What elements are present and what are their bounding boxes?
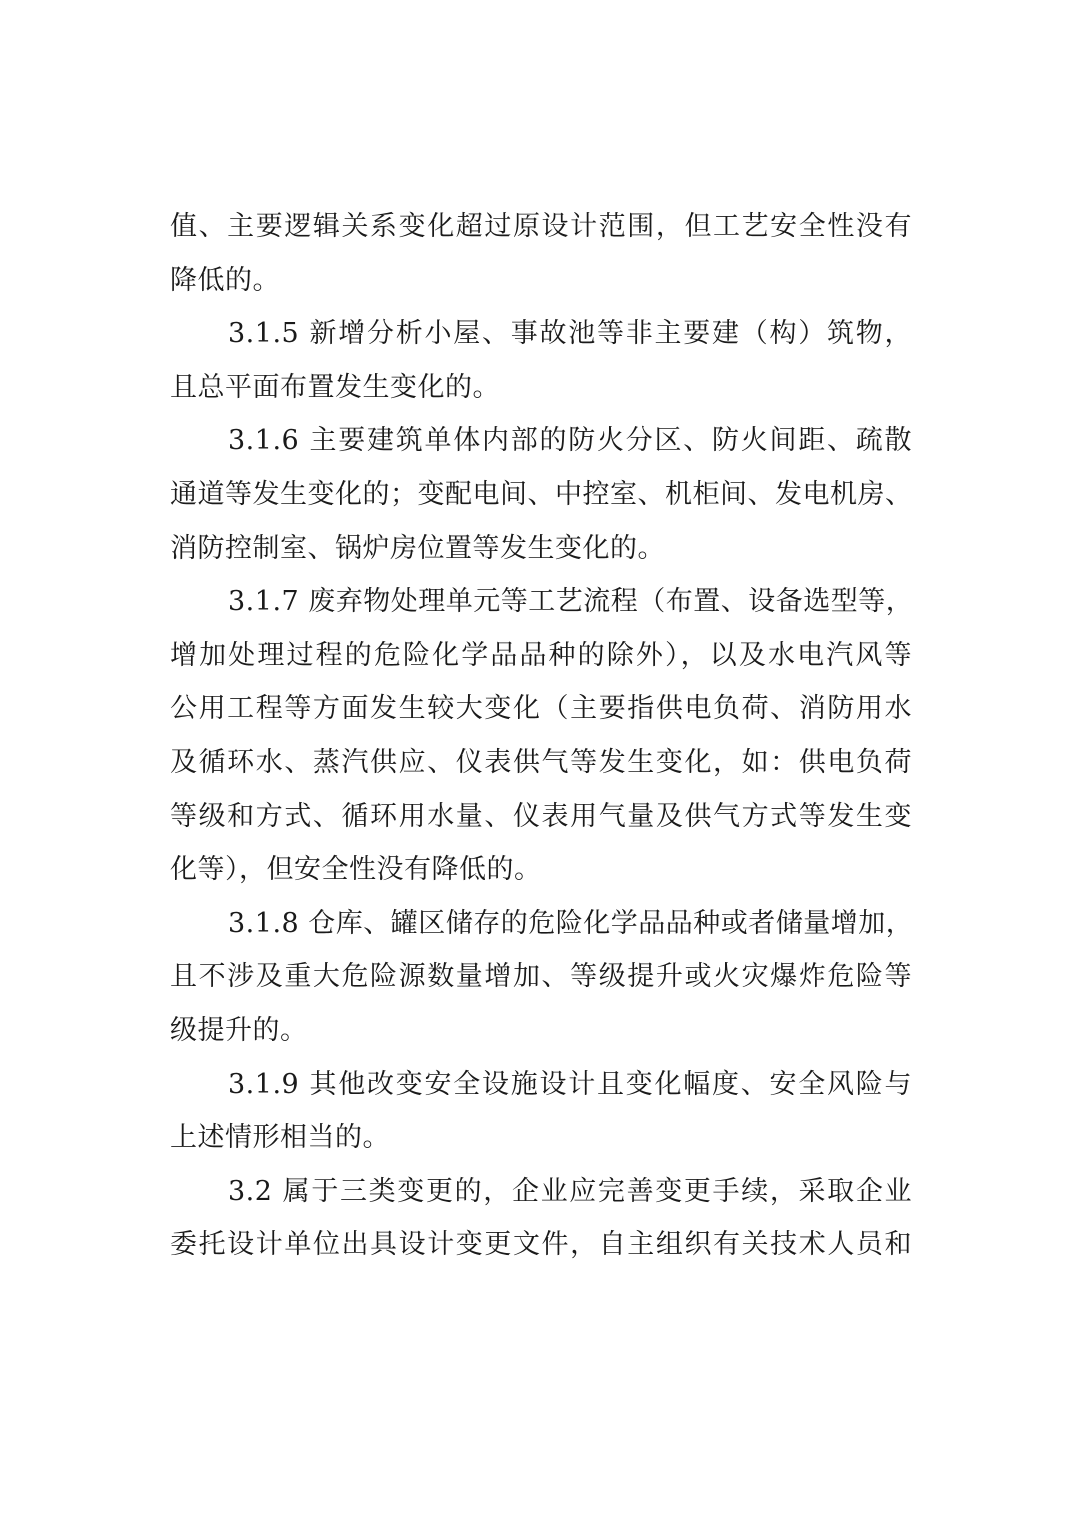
text-line: 且总平面布置发生变化的。 [170,371,500,403]
text-line: 及循环水、蒸汽供应、仪表供气等发生变化，如：供电负荷 [170,746,912,778]
text-line: 通道等发生变化的；变配电间、中控室、机柜间、发电机房、 [170,478,913,510]
text-line: 3.1.7 废弃物处理单元等工艺流程（布置、设备选型等， [228,586,914,618]
text-line: 3.1.8 仓库、罐区储存的危险化学品品种或者储量增加， [228,907,914,939]
text-line: 消防控制室、锅炉房位置等发生变化的。 [170,532,665,564]
text-line: 等级和方式、循环用水量、仪表用气量及供气方式等发生变 [170,800,912,832]
text-line: 化等），但安全性没有降低的。 [170,854,542,886]
body-text [170,200,912,1272]
text-line: 委托设计单位出具设计变更文件，自主组织有关技术人员和 [170,1229,912,1261]
text-line: 3.1.5 新增分析小屋、事故池等非主要建（构）筑物， [228,318,912,350]
text-line: 值、主要逻辑关系变化超过原设计范围，但工艺安全性没有 [170,211,912,242]
text-line: 且不涉及重大危险源数量增加、等级提升或火灾爆炸危险等 [170,961,912,993]
text-line: 3.1.9 其他改变安全设施设计且变化幅度、安全风险与 [228,1068,912,1100]
text-line: 上述情形相当的。 [170,1122,390,1154]
text-line: 降低的。 [170,264,280,296]
text-line: 增加处理过程的危险化学品品种的除外），以及水电汽风等 [170,639,912,671]
text-line: 级提升的。 [170,1014,308,1046]
text-line: 3.2 属于三类变更的，企业应完善变更手续，采取企业 [228,1175,912,1207]
text-line: 公用工程等方面发生较大变化（主要指供电负荷、消防用水 [170,693,912,725]
text-line: 3.1.6 主要建筑单体内部的防火分区、防火间距、疏散 [228,425,912,457]
